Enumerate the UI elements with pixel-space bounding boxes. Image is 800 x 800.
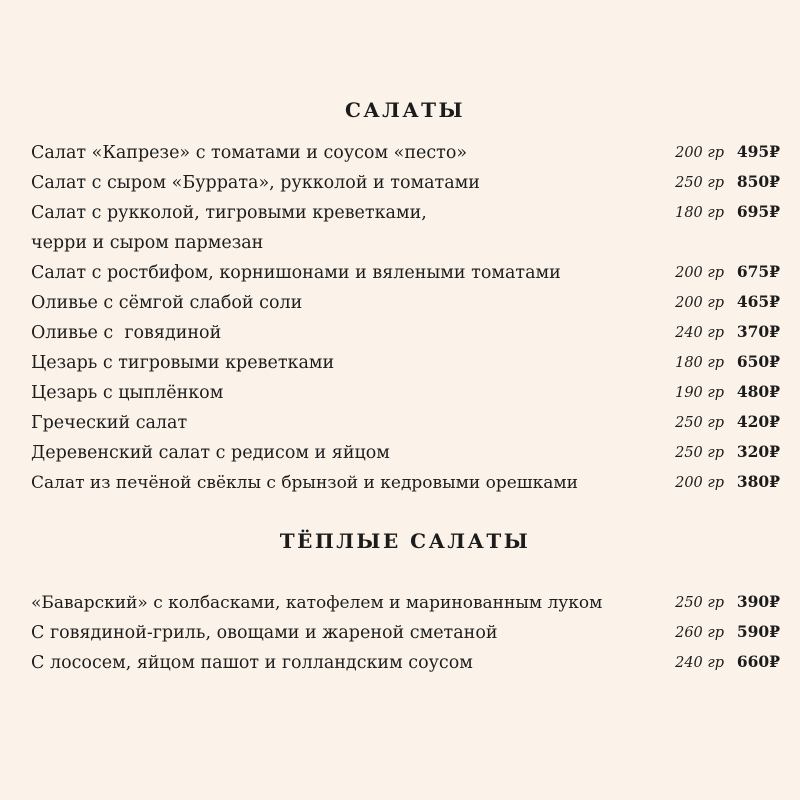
item-weight: 200 гр	[675, 295, 724, 311]
item-name-line-1: Салат с рукколой, тигровыми креветками,	[31, 203, 427, 223]
item-name: Салат «Капрезе» с томатами и соусом «песто»	[31, 143, 468, 163]
item-price: 420₽	[736, 412, 780, 431]
item-weight: 200 гр	[675, 265, 724, 281]
item-name: Салат из печёной свёклы с брынзой и кедровыми орешками	[31, 473, 578, 493]
menu-item	[0, 348, 800, 378]
item-price: 465₽	[736, 292, 780, 311]
menu-item	[0, 408, 800, 438]
item-name: Деревенский салат с редисом и яйцом	[31, 443, 390, 463]
item-name	[31, 198, 641, 258]
item-name: С лососем, яйцом пашот и голландским соусом	[31, 653, 473, 673]
item-weight: 200 гр	[675, 475, 724, 491]
item-price: 320₽	[736, 442, 780, 461]
item-name: Греческий салат	[31, 413, 188, 433]
item-name: Салат с ростбифом, корнишонами и вялеными томатами	[31, 263, 561, 283]
item-price: 650₽	[736, 352, 780, 371]
item-price: 495₽	[736, 142, 780, 161]
item-price: 370₽	[736, 322, 780, 341]
section-title-salads: САЛАТЫ	[344, 98, 466, 122]
item-price: 675₽	[736, 262, 780, 281]
item-weight: 250 гр	[675, 415, 724, 431]
item-price: 480₽	[736, 382, 780, 401]
item-price: 390₽	[736, 592, 780, 611]
item-price: 695₽	[736, 202, 780, 221]
menu-item	[0, 198, 800, 258]
section-title-warm-salads: ТЁПЛЫЕ САЛАТЫ	[279, 529, 531, 553]
item-name: «Баварский» с колбасками, катофелем и маринованным луком	[31, 593, 603, 613]
menu-item	[0, 648, 800, 678]
warm-salads-list	[0, 588, 800, 678]
menu-item	[0, 378, 800, 408]
item-name-line-2: черри и сыром пармезан	[31, 233, 264, 253]
menu-item	[0, 318, 800, 348]
menu-item	[0, 258, 800, 288]
item-weight: 180 гр	[675, 355, 724, 371]
menu-item	[0, 438, 800, 468]
item-weight: 250 гр	[675, 595, 724, 611]
menu-item	[0, 138, 800, 168]
item-price: 660₽	[736, 652, 780, 671]
item-price: 850₽	[736, 172, 780, 191]
menu-item	[0, 168, 800, 198]
item-weight: 190 гр	[675, 385, 724, 401]
item-weight: 250 гр	[675, 445, 724, 461]
item-name: С говядиной-гриль, овощами и жареной сметаной	[31, 623, 498, 643]
item-weight: 200 гр	[675, 145, 724, 161]
salads-list	[0, 138, 800, 498]
menu-item	[0, 468, 800, 498]
item-name: Цезарь с тигровыми креветками	[31, 353, 335, 373]
item-weight: 180 гр	[675, 205, 724, 221]
menu-item	[0, 588, 800, 618]
menu-item	[0, 618, 800, 648]
item-name: Цезарь с цыплёнком	[31, 383, 224, 403]
item-weight: 240 гр	[675, 655, 724, 671]
item-price: 590₽	[736, 622, 780, 641]
item-name: Салат с сыром «Буррата», рукколой и томатами	[31, 173, 480, 193]
item-weight: 250 гр	[675, 175, 724, 191]
item-weight: 260 гр	[675, 625, 724, 641]
item-name: Оливье с говядиной	[31, 323, 222, 343]
item-name: Оливье с сёмгой слабой соли	[31, 293, 303, 313]
item-weight: 240 гр	[675, 325, 724, 341]
item-price: 380₽	[736, 472, 780, 491]
menu-item	[0, 288, 800, 318]
